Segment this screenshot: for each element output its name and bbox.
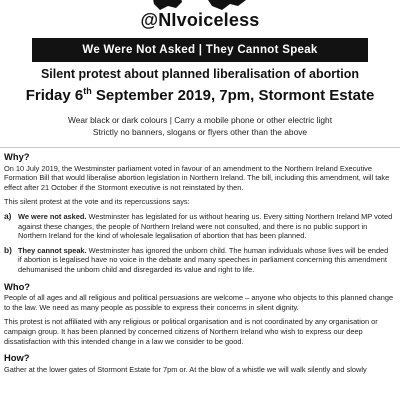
list-item-text: Westminster has legislated for us without hearing us. Every sitting Northern Ireland MP voted against these changes, the people of Northern Ireland were not consulted, and there is no public support in Northern Ireland for the kind of wholesale legalisation of abortion that has been planned. [18,211,393,241]
list-item-lead: We were not asked. [18,211,87,221]
dress-code [0,114,400,138]
date-rest: September 2019, 7pm, Stormont Estate [91,87,375,104]
event-date [0,86,400,104]
subtitle: Silent protest about planned liberalisation of abortion [40,67,360,81]
how-heading: How? [4,352,30,364]
twitter-handle: @NIvoiceless [140,10,260,30]
how-paragraph-1: Gather at the lower gates of Stormont Estate for 7pm or. At the blow of a whistle we will walk silently and slowly [4,364,367,374]
slogan-banner: We Were Not Asked | They Cannot Speak [32,38,368,62]
divider [0,147,400,148]
why-heading: Why? [4,151,30,162]
why-paragraph-2: This silent protest at the vote and its repercussions says: [4,197,190,207]
date-suffix-ordinal: th [83,86,92,96]
list-marker: b) [4,244,12,255]
who-paragraph-1: People of all ages and all religious and political persuasions are welcome – anyone who objects to this planned change to the law. We need as many people as possible to express their concerns in silent dignity. [4,293,394,312]
list-item [4,212,394,241]
body-content [4,152,394,379]
why-paragraph-1: On 10 July 2019, the Westminster parliament voted in favour of an amendment to the Northern Ireland Executive Formation Bill that would liberalise abortion legislation in Northern Ireland. The bill, including this amendment, will take effect after 21 October if the Stormont executive is not reinstated by then. [4,163,390,192]
dress-rule-1: Wear black or dark colours | Carry a mobile phone or other electric light [67,115,333,125]
who-paragraph-2: This protest is not affiliated with any religious or political organisation and is not coordinated by any organisation or campaign group. It has been planned by concerned citizens of Northern Ireland who wish to express our deep dissatisfaction with this intended change in a law we consider to be good. [4,317,378,346]
list-item [4,246,394,275]
who-heading: Who? [4,280,31,292]
date-prefix: Friday 6 [25,87,84,104]
list-marker: a) [4,210,12,221]
list-item-lead: They cannot speak. [18,245,87,255]
dress-rule-2: Strictly no banners, slogans or flyers other than the above [92,127,308,137]
list-item-text: Westminster has ignored the unborn child. The human individuals whose lives will be ended if abortion is legalised have no voice in the debate and many speeches in parliament concerning this amendment dehumanised the unborn child and disregarded its value and right to life. [18,245,389,274]
